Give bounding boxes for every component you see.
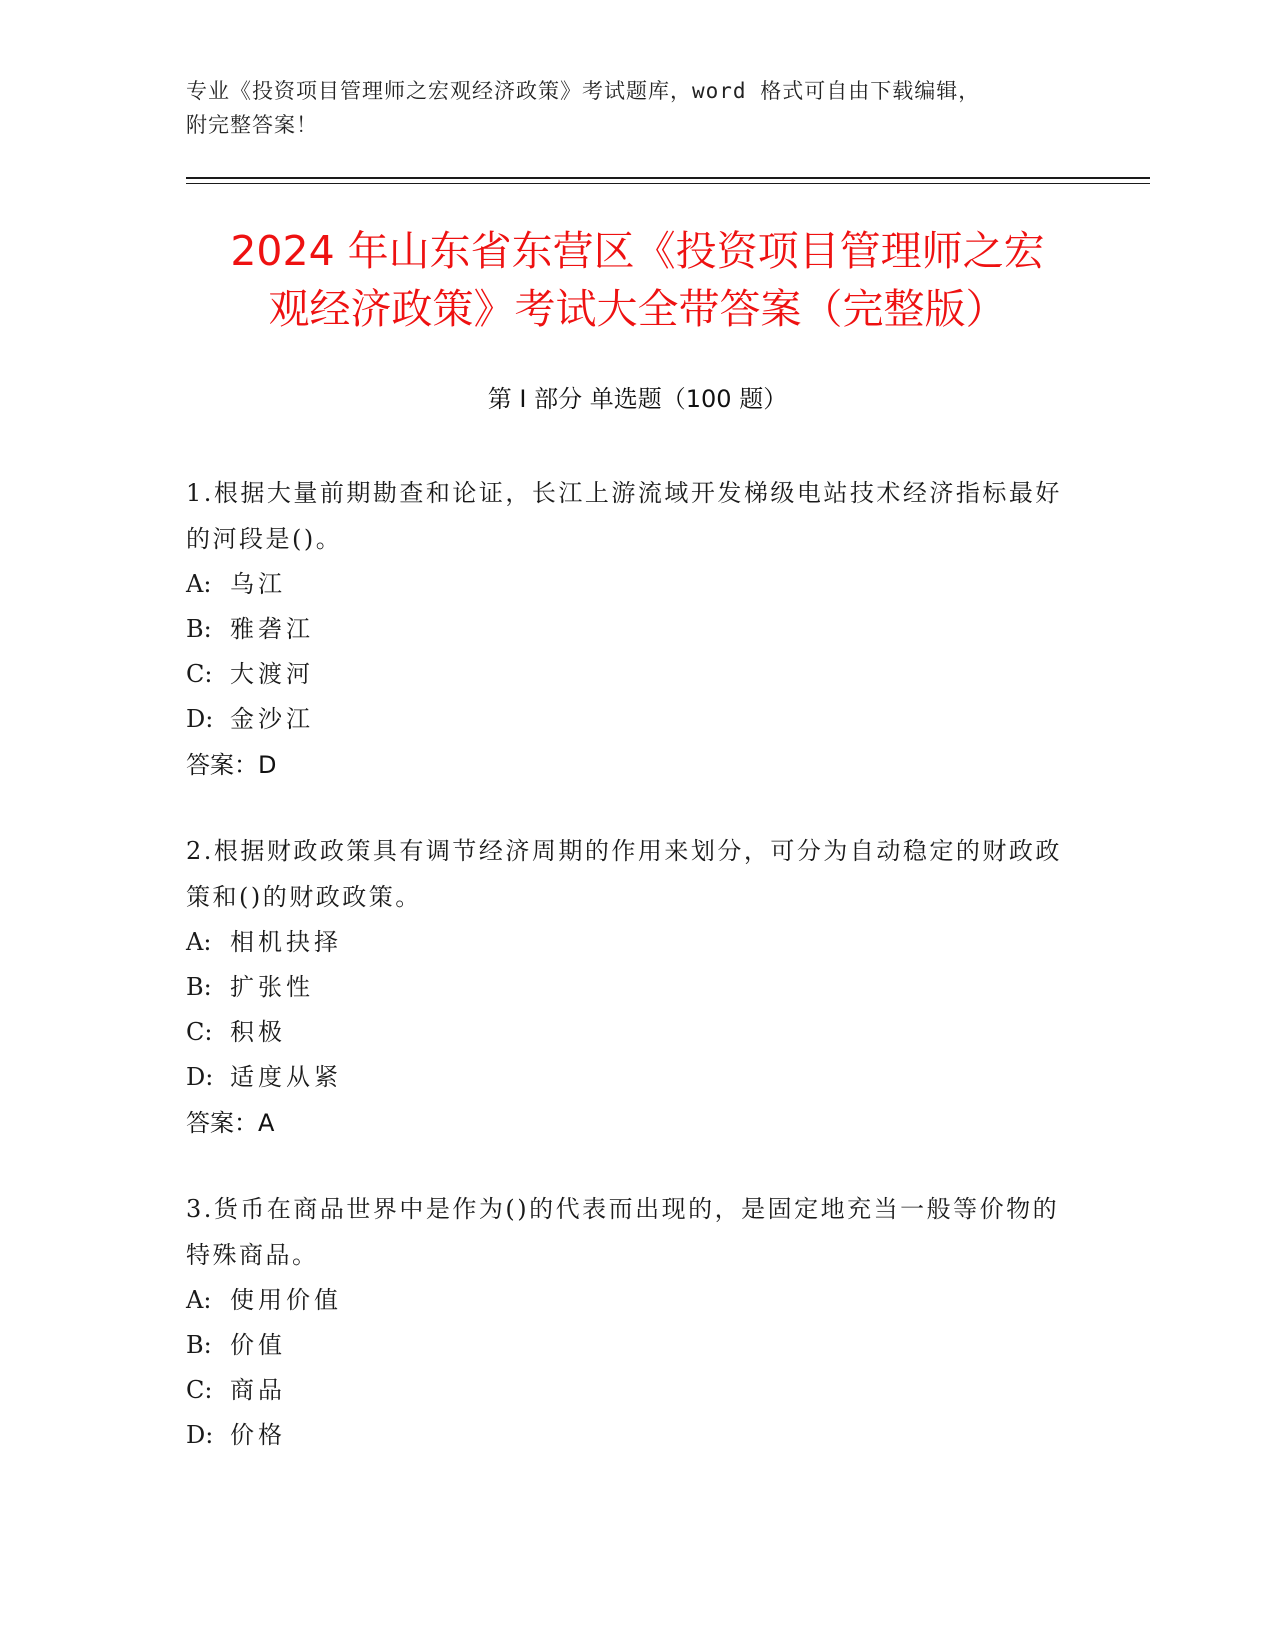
question-2 bbox=[186, 828, 1076, 1146]
question-3 bbox=[186, 1186, 1076, 1458]
option-key: A: bbox=[186, 1286, 212, 1314]
answer: 答案：A bbox=[186, 1109, 275, 1137]
option-key: D: bbox=[186, 1063, 214, 1091]
option-text: 商品 bbox=[230, 1376, 286, 1404]
option-a bbox=[186, 562, 1076, 607]
option-key: C: bbox=[186, 1376, 213, 1404]
option-d bbox=[186, 1413, 1076, 1458]
option-text: 大渡河 bbox=[230, 660, 314, 688]
option-key: A: bbox=[186, 570, 212, 598]
option-c bbox=[186, 652, 1076, 697]
option-text: 乌江 bbox=[230, 570, 286, 598]
option-key: A: bbox=[186, 928, 212, 956]
question-list bbox=[186, 470, 1076, 1498]
option-text: 适度从紧 bbox=[230, 1063, 342, 1091]
header-rule-thick bbox=[186, 177, 1150, 179]
document-title bbox=[160, 222, 1115, 338]
option-a bbox=[186, 920, 1076, 965]
option-b bbox=[186, 607, 1076, 652]
section-title: 第 I 部分 单选题（100 题） bbox=[487, 385, 788, 413]
option-text: 使用价值 bbox=[230, 1286, 342, 1314]
option-d bbox=[186, 697, 1076, 742]
question-stem: 1.根据大量前期勘查和论证，长江上游流域开发梯级电站技术经济指标最好的河段是()。 bbox=[186, 479, 1062, 553]
option-key: B: bbox=[186, 1331, 212, 1359]
option-key: D: bbox=[186, 1421, 214, 1449]
question-stem: 2.根据财政政策具有调节经济周期的作用来划分，可分为自动稳定的财政政策和()的财政政策。 bbox=[186, 837, 1062, 911]
option-d bbox=[186, 1055, 1076, 1100]
option-text: 价格 bbox=[230, 1421, 286, 1449]
option-b bbox=[186, 1323, 1076, 1368]
option-a bbox=[186, 1278, 1076, 1323]
option-key: B: bbox=[186, 973, 212, 1001]
option-text: 雅砻江 bbox=[230, 615, 314, 643]
option-key: B: bbox=[186, 615, 212, 643]
answer: 答案：D bbox=[186, 751, 277, 779]
question-1 bbox=[186, 470, 1076, 788]
option-text: 积极 bbox=[230, 1018, 286, 1046]
header-note bbox=[186, 74, 1066, 142]
option-text: 价值 bbox=[230, 1331, 286, 1359]
header-rule-thin bbox=[186, 183, 1150, 184]
option-c bbox=[186, 1010, 1076, 1055]
option-key: C: bbox=[186, 660, 213, 688]
option-text: 相机抉择 bbox=[230, 928, 342, 956]
question-stem: 3.货币在商品世界中是作为()的代表而出现的，是固定地充当一般等价物的特殊商品。 bbox=[186, 1195, 1060, 1269]
header-note-line-1: 专业《投资项目管理师之宏观经济政策》考试题库，word 格式可自由下载编辑， bbox=[186, 79, 981, 103]
option-text: 扩张性 bbox=[230, 973, 314, 1001]
option-key: D: bbox=[186, 705, 214, 733]
option-text: 金沙江 bbox=[230, 705, 314, 733]
option-key: C: bbox=[186, 1018, 213, 1046]
document-title-line-2: 观经济政策》考试大全带答案（完整版） bbox=[268, 285, 1007, 333]
header-note-line-2: 附完整答案！ bbox=[186, 113, 318, 137]
document-title-line-1: 2024 年山东省东营区《投资项目管理师之宏 bbox=[230, 227, 1045, 275]
option-b bbox=[186, 965, 1076, 1010]
option-c bbox=[186, 1368, 1076, 1413]
